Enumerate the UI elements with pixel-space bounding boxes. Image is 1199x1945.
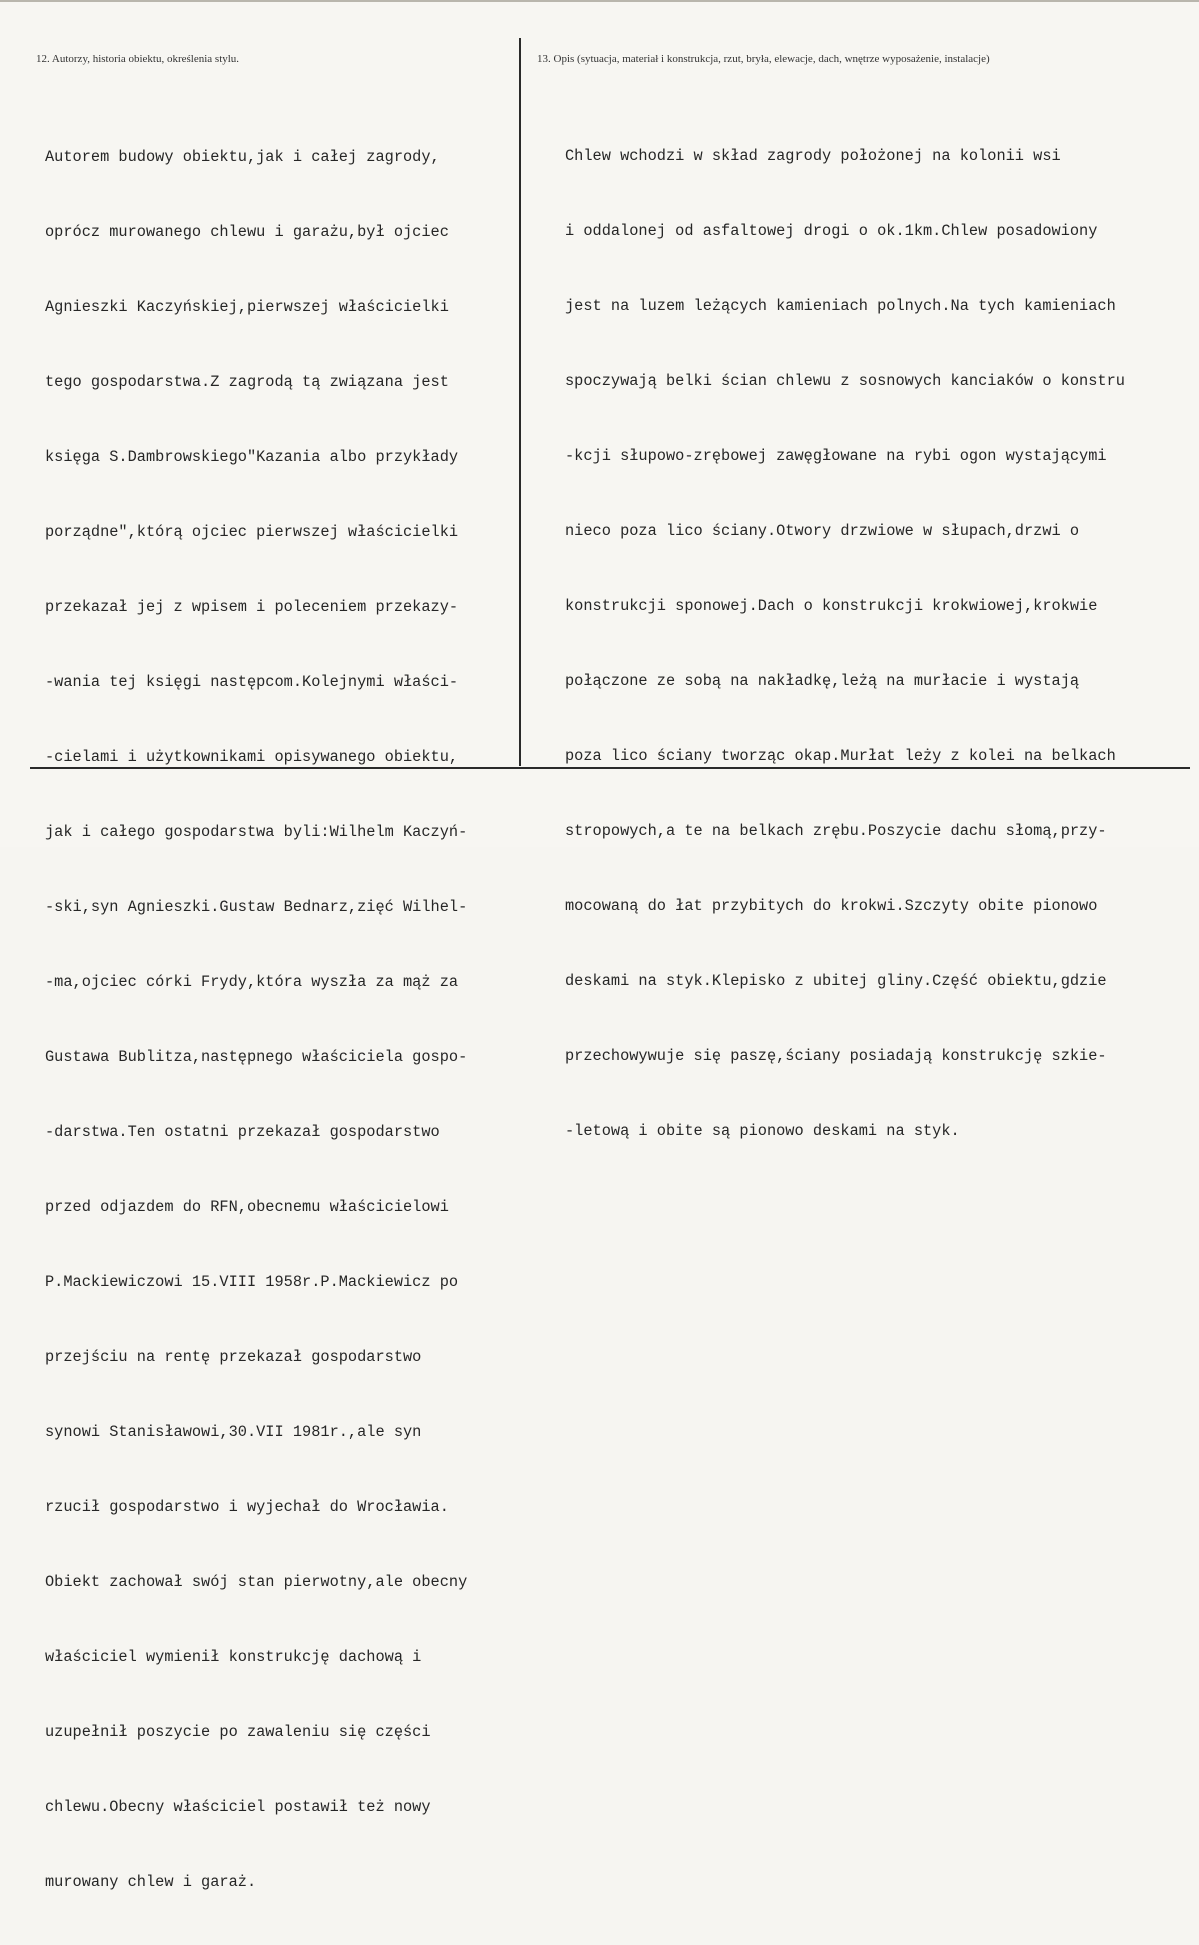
text-line: księga S.Dambrowskiego"Kazania albo przykłady [45,448,459,466]
text-line: uzupełnił poszycie po zawaleniu się części [45,1723,431,1741]
text-line: P.Mackiewiczowi 15.VIII 1958r.P.Mackiewicz po [45,1273,459,1291]
text-line: tego gospodarstwa.Z zagrodą tą związana jest [45,373,449,391]
text-line: Obiekt zachował swój stan pierwotny,ale obecny [45,1573,468,1591]
text-line: oprócz murowanego chlewu i garażu,był ojciec [45,223,449,241]
text-line: -kcji słupowo-zrębowej zawęgłowane na rybi ogon wystającymi [565,447,1107,465]
text-line: przekazał jej z wpisem i poleceniem przekazy- [45,598,459,616]
text-line: -cielami i użytkownikami opisywanego obiektu, [45,748,459,766]
text-line: konstrukcji sponowej.Dach o konstrukcji krokwiowej,krokwie [565,597,1098,615]
column-divider [519,38,521,766]
text-line: poza lico ściany tworząc okap.Murłat leży z kolei na belkach [565,747,1116,765]
text-line: -letową i obite są pionowo deskami na styk. [565,1122,960,1140]
text-line: i oddalonej od asfaltowej drogi o ok.1km.Chlew posadowiony [565,222,1098,240]
section-12-typed-text [45,95,467,1945]
text-line: przechowywuje się paszę,ściany posiadają konstrukcję szkie- [565,1047,1107,1065]
text-line: jak i całego gospodarstwa byli:Wilhelm Kaczyń- [45,823,468,841]
text-line: Gustawa Bublitza,następnego właściciela gospo- [45,1048,468,1066]
text-line: chlewu.Obecny właściciel postawił też nowy [45,1798,431,1816]
text-line: przejściu na rentę przekazał gospodarstwo [45,1348,422,1366]
text-line: połączone ze sobą na nakładkę,leżą na murłacie i wystają [565,672,1080,690]
section-13-heading: 13. Opis (sytuacja, materiał i konstrukcja, rzut, bryła, elewacje, dach, wnętrze wyposażenie, instalacje) [537,53,990,65]
text-line: rzucił gospodarstwo i wyjechał do Wrocławia. [45,1498,449,1516]
text-line: Agnieszki Kaczyńskiej,pierwszej właścicielki [45,298,449,316]
text-line: Autorem budowy obiektu,jak i całej zagrody, [45,148,440,166]
text-line: murowany chlew i garaż. [45,1873,257,1891]
text-line: -ski,syn Agnieszki.Gustaw Bednarz,zięć Wilhel- [45,898,468,916]
text-line: mocowaną do łat przybitych do krokwi.Szczyty obite pionowo [565,897,1098,915]
section-13-typed-text [565,94,1125,1194]
text-line: Chlew wchodzi w skład zagrody położonej na kolonii wsi [565,147,1061,165]
text-line: stropowych,a te na belkach zrębu.Poszycie dachu słomą,przy- [565,822,1107,840]
text-line: nieco poza lico ściany.Otwory drzwiowe w słupach,drzwi o [565,522,1080,540]
text-line: -darstwa.Ten ostatni przekazał gospodarstwo [45,1123,440,1141]
text-line: synowi Stanisławowi,30.VII 1981r.,ale syn [45,1423,422,1441]
text-line: porządne",którą ojciec pierwszej właścicielki [45,523,459,541]
text-line: jest na luzem leżących kamieniach polnych.Na tych kamieniach [565,297,1116,315]
text-line: spoczywają belki ścian chlewu z sosnowych kanciaków o konstru [565,372,1125,390]
top-edge-line [0,0,1199,2]
text-line: -wania tej księgi następcom.Kolejnymi właści- [45,673,459,691]
section-12-heading: 12. Autorzy, historia obiektu, określenia stylu. [36,53,240,65]
text-line: właściciel wymienił konstrukcję dachową i [45,1648,422,1666]
text-line: -ma,ojciec córki Frydy,która wyszła za mąż za [45,973,459,991]
text-line: przed odjazdem do RFN,obecnemu właścicielowi [45,1198,449,1216]
text-line: deskami na styk.Klepisko z ubitej gliny.Część obiektu,gdzie [565,972,1107,990]
